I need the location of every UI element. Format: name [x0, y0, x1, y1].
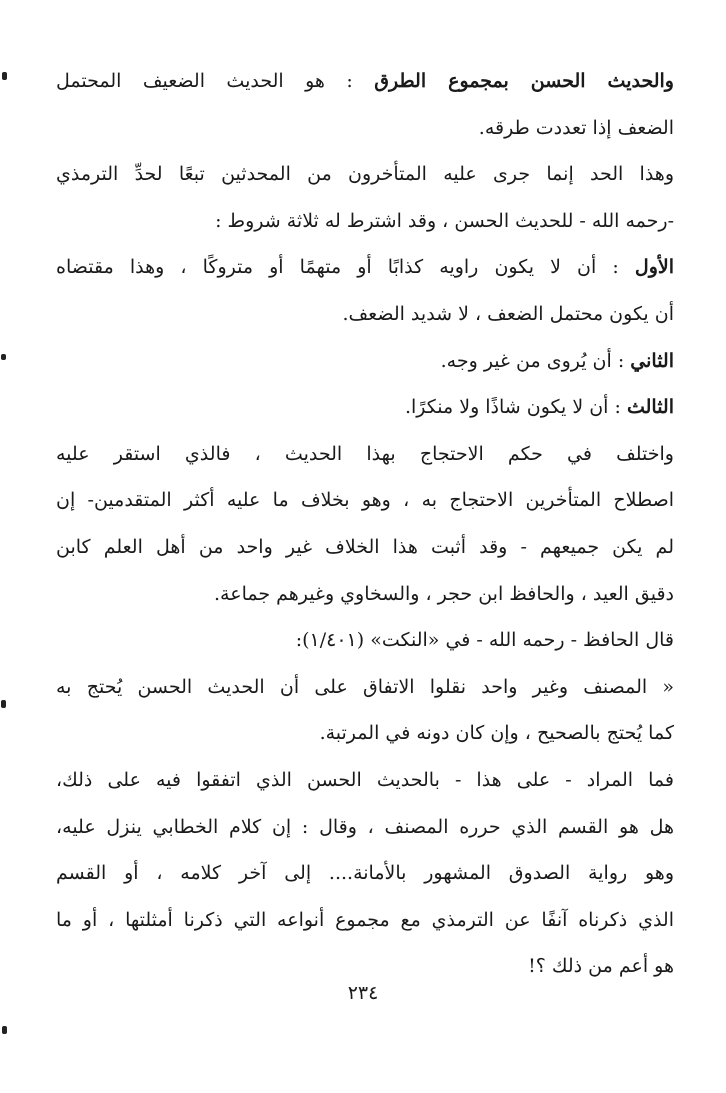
- line-text: الضعف إذا تعددت طرقه.: [478, 116, 674, 139]
- text-line: [56, 664, 674, 711]
- text-line: [56, 897, 674, 944]
- page-number: ٢٣٤: [347, 982, 379, 1004]
- text-line: [56, 710, 674, 757]
- line-text: وهو رواية الصدوق المشهور بالأمانة.... إلى آخر كلامه ، أو القسم: [56, 862, 674, 885]
- line-text: : هو الحديث الضعيف المحتمل: [56, 70, 375, 92]
- bold-term: والحديث الحسن بمجموع الطرق: [374, 70, 674, 92]
- line-text: قال الحافظ - رحمه الله - في «النكت» (١/٤٠١):: [295, 629, 674, 652]
- text-line: [56, 850, 674, 897]
- scan-edge-mark: [2, 72, 7, 80]
- line-text: وهذا الحد إنما جرى عليه المتأخرون من المحدثين تبعًا لحدِّ الترمذي: [56, 163, 674, 186]
- line-text: أن يكون محتمل الضعف ، لا شديد الضعف.: [342, 302, 674, 325]
- body-text: [56, 58, 674, 990]
- line-text: « المصنف وغير واحد نقلوا الاتفاق على أن الحديث الحسن يُحتج به: [56, 675, 674, 698]
- line-text: : أن لا يكون شاذًا ولا منكرًا.: [404, 396, 627, 419]
- line-text: دقيق العيد ، والحافظ ابن حجر ، والسخاوي وغيرهم جماعة.: [214, 582, 674, 605]
- line-text: : أن يُروى من غير وجه.: [440, 349, 631, 372]
- text-line: [56, 524, 674, 571]
- scan-edge-mark: [1, 354, 6, 360]
- line-text: واختلف في حكم الاحتجاج بهذا الحديث ، فالذي استقر عليه: [56, 442, 674, 465]
- text-line: [56, 338, 674, 385]
- line-text: هو أعم من ذلك ؟!: [528, 955, 674, 978]
- bold-term: الثاني: [630, 349, 674, 372]
- scan-edge-mark: [1, 700, 6, 708]
- text-line: [56, 757, 674, 804]
- line-text: الذي ذكرناه آنفًا عن الترمذي مع مجموع أنواعه التي ذكرنا أمثلتها ، أو ما: [56, 908, 674, 931]
- line-text: كما يُحتج بالصحيح ، وإن كان دونه في المرتبة.: [319, 722, 674, 745]
- text-line: [56, 384, 674, 431]
- text-line: [56, 291, 674, 338]
- text-line: [56, 58, 674, 105]
- text-line: [56, 244, 674, 291]
- line-text: هل هو القسم الذي حرره المصنف ، وقال : إن كلام الخطابي ينزل عليه،: [56, 815, 674, 838]
- text-line: [56, 617, 674, 664]
- text-line: [56, 198, 674, 245]
- line-text: -رحمه الله - للحديث الحسن ، وقد اشترط له ثلاثة شروط :: [215, 209, 674, 232]
- scan-edge-mark: [2, 1026, 7, 1034]
- line-text: لم يكن جميعهم - وقد أثبت هذا الخلاف غير واحد من أهل العلم كابن: [56, 535, 674, 558]
- text-line: [56, 804, 674, 851]
- text-line: [56, 477, 674, 524]
- line-text: اصطلاح المتأخرين الاحتجاج به ، وهو بخلاف ما عليه أكثر المتقدمين- إن: [56, 489, 674, 512]
- bold-term: الأول: [634, 256, 674, 279]
- line-text: فما المراد - على هذا - بالحديث الحسن الذي اتفقوا فيه على ذلك،: [56, 768, 674, 791]
- bold-term: الثالث: [626, 396, 674, 419]
- line-text: : أن لا يكون راويه كذابًا أو متهمًا أو متروكًا ، وهذا مقتضاه: [56, 256, 635, 279]
- text-line: [56, 571, 674, 618]
- text-line: [56, 431, 674, 478]
- text-line: [56, 105, 674, 152]
- text-line: [56, 151, 674, 198]
